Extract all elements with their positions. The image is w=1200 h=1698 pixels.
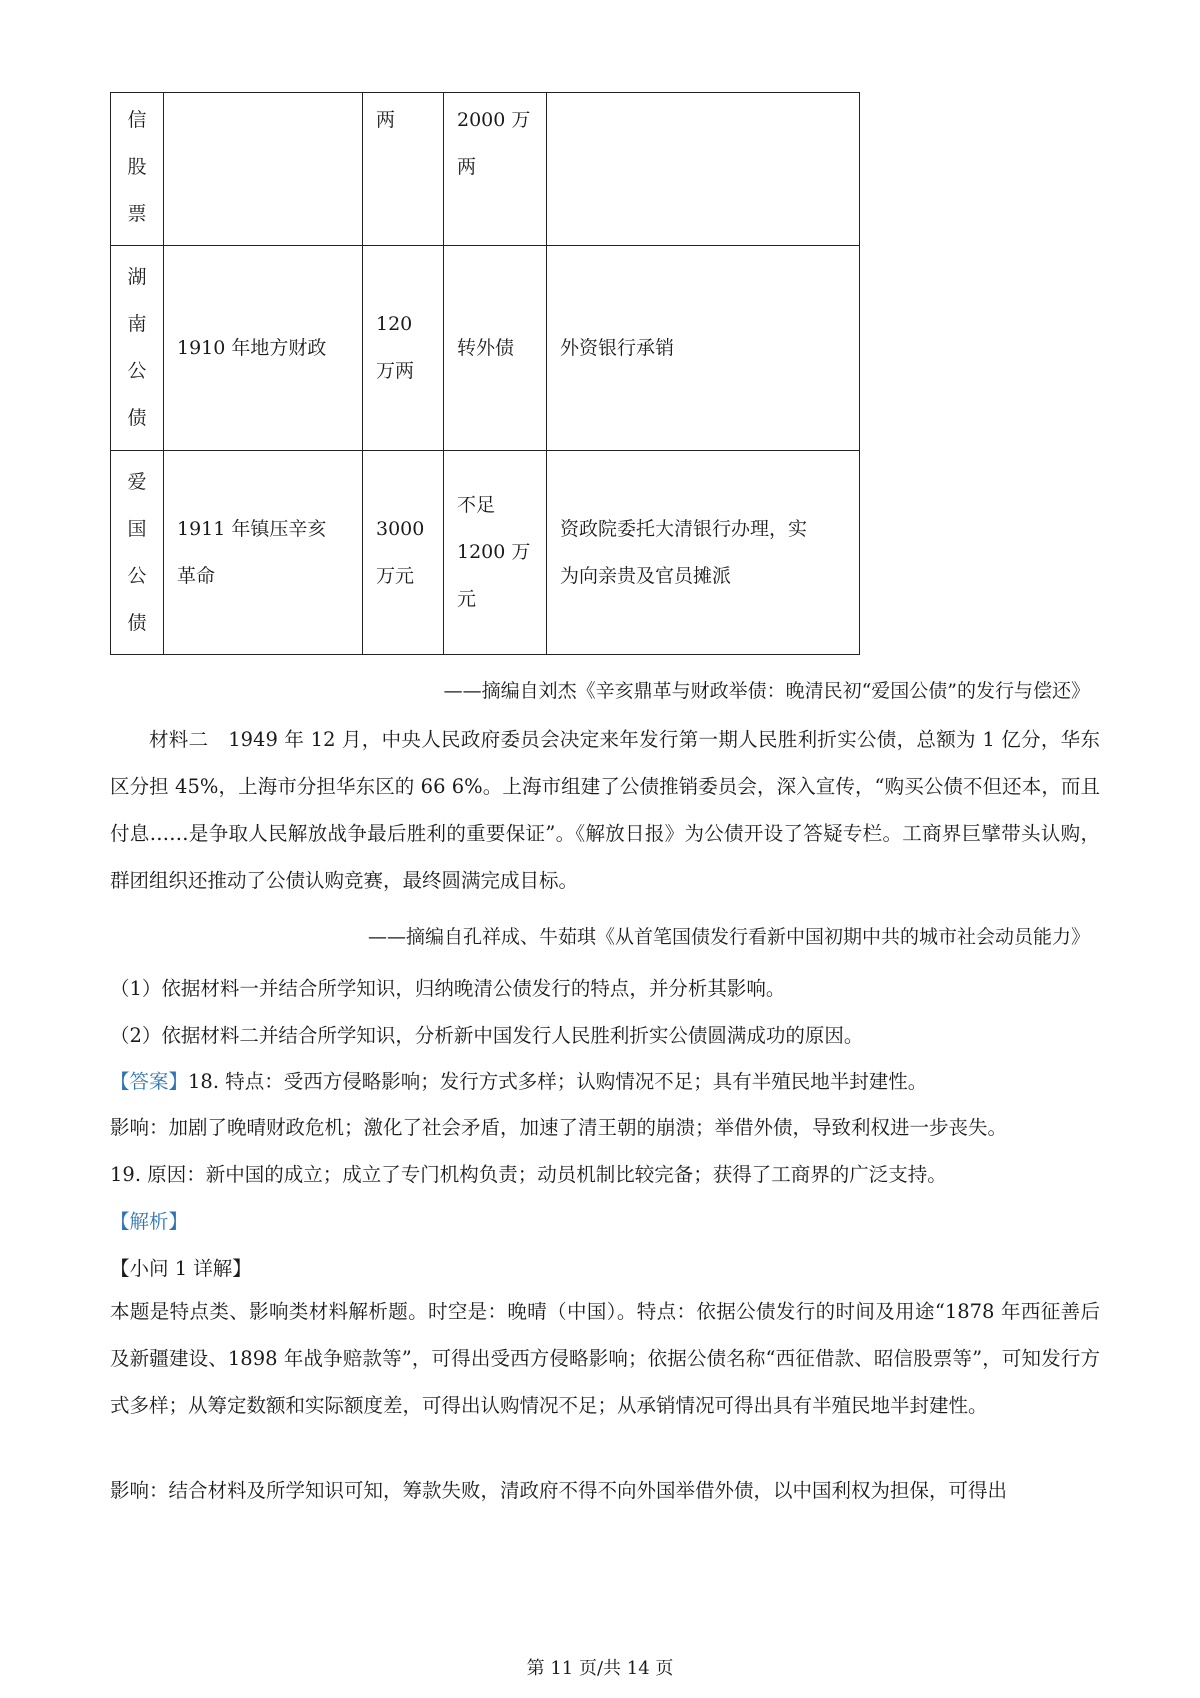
answer-19: 19. 原因：新中国的成立；成立了专门机构负责；动员机制比较完备；获得了工商界的广泛支持。	[110, 1163, 947, 1186]
answer-18-text: 18. 特点：受西方侵略影响；发行方式多样；认购情况不足；具有半殖民地半封建性。	[188, 1070, 928, 1093]
page-footer: 第 11 页/共 14 页	[526, 1658, 674, 1679]
bond-plan-cell: 两	[363, 93, 444, 246]
bond-table	[110, 92, 860, 655]
bond-use-cell: 1911 年镇压辛亥 革命	[164, 451, 363, 655]
bond-plan-cell: 120 万两	[363, 246, 444, 451]
question-2: （2）依据材料二并结合所学知识，分析新中国发行人民胜利折实公债圆满成功的原因。	[110, 1024, 864, 1047]
bond-name-cell: 湖 南 公 债	[111, 246, 164, 451]
explanation-paragraph: 本题是特点类、影响类材料解析题。时空是：晚晴（中国）。特点：依据公债发行的时间及用途“1878 年西征善后及新疆建设、1898 年战争赔款等”，可得出受西方侵略影响；依据公债名称“西征借款、昭信股票等”，可知发行方式多样；从筹定数额和实际额度差，可得出认购情况不足；从承销情况可得出具有半殖民地半封建性。	[110, 1300, 1100, 1417]
bond-plan-cell: 3000 万元	[363, 451, 444, 655]
bond-actual-cell: 转外债	[444, 246, 547, 451]
bond-name-cell: 信 股 票	[111, 93, 164, 246]
bond-actual-cell: 2000 万 两	[444, 93, 547, 246]
table-row	[111, 246, 860, 451]
source-citation-1: ——摘编自刘杰《辛亥鼎革与财政举债：晚清民初“爱国公债”的发行与偿还》	[443, 680, 1090, 702]
analysis-tag: 【解析】	[110, 1210, 189, 1233]
bond-underwriting-cell: 资政院委托大清银行办理，实 为向亲贵及官员摊派	[547, 451, 860, 655]
question-1: （1）依据材料一并结合所学知识，归纳晚清公债发行的特点，并分析其影响。	[110, 977, 786, 1000]
bond-use-cell	[164, 93, 363, 246]
bond-name-cell: 爱 国 公 债	[111, 451, 164, 655]
table-row	[111, 451, 860, 655]
answer-tag: 【答案】	[110, 1070, 189, 1093]
bond-underwriting-cell: 外资银行承销	[547, 246, 860, 451]
impact-explanation: 影响：结合材料及所学知识可知，筹款失败，清政府不得不向外国举借外债，以中国利权为担保，可得出	[110, 1479, 1008, 1502]
source-citation-2: ——摘编自孔祥成、牛茹琪《从首笔国债发行看新中国初期中共的城市社会动员能力》	[367, 926, 1090, 948]
bond-use-cell: 1910 年地方财政	[164, 246, 363, 451]
bond-actual-cell: 不足 1200 万 元	[444, 451, 547, 655]
bond-underwriting-cell	[547, 93, 860, 246]
answer-18	[110, 1066, 927, 1094]
answer-18-impact: 影响：加剧了晚晴财政危机；激化了社会矛盾，加速了清王朝的崩溃；举借外债，导致利权进一步丧失。	[110, 1116, 1008, 1139]
material-two-paragraph: 材料二 1949 年 12 月，中央人民政府委员会决定来年发行第一期人民胜利折实公债，总额为 1 亿分，华东区分担 45%，上海市分担华东区的 66 6%。上海市组建了公债推销委员会，深入宣传，“购买公债不但还本，而且付息……是争取人民解放战争最后胜利的重要保证”。《解放日报》为公债开设了答疑专栏。工商界巨擘带头认购，群团组织还推动了公债认购竞赛，最终圆满完成目标。	[110, 728, 1100, 892]
sub-question-1-heading: 【小问 1 详解】	[110, 1257, 252, 1280]
table-row	[111, 93, 860, 246]
